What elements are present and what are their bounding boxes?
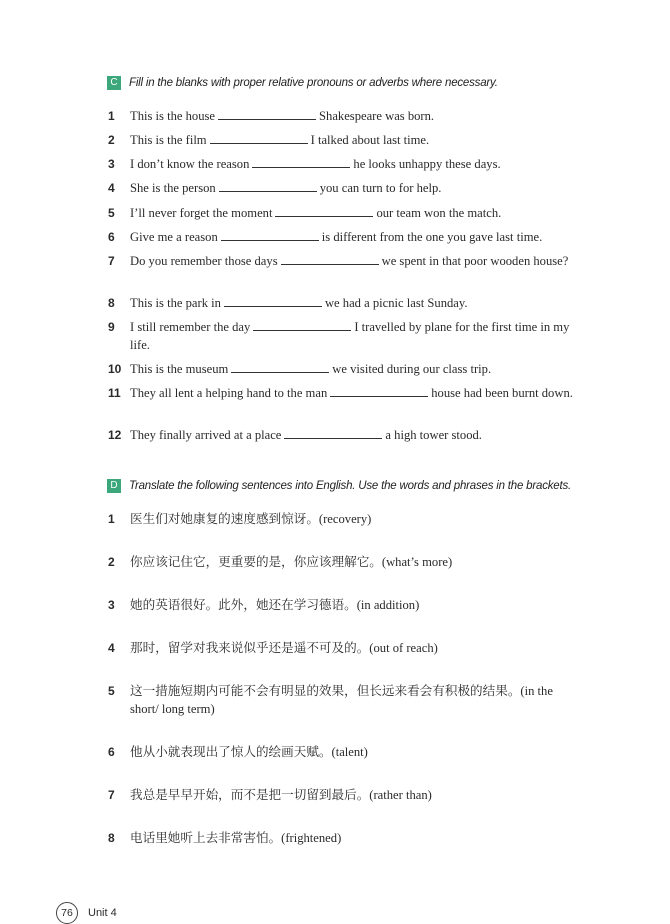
translation-item xyxy=(108,553,578,571)
exercise-item xyxy=(108,179,578,197)
section-d-badge: D xyxy=(107,479,121,493)
item-text xyxy=(130,179,578,197)
text-after: I talked about last time. xyxy=(310,133,430,147)
section-c-badge: C xyxy=(107,76,121,90)
text-before: Give me a reason xyxy=(130,230,218,244)
item-number: 1 xyxy=(108,512,115,526)
text-before: Do you remember those days xyxy=(130,254,278,268)
item-number: 5 xyxy=(108,206,115,220)
text-after: I travelled by plane for the first time in my life. xyxy=(130,320,570,352)
answer-blank[interactable] xyxy=(253,319,351,331)
page-number: 76 xyxy=(56,902,78,924)
answer-blank[interactable] xyxy=(221,229,319,241)
item-text xyxy=(130,426,578,444)
translation-item xyxy=(108,829,578,847)
text-after: a high tower stood. xyxy=(385,428,482,442)
text-before: She is the person xyxy=(130,181,216,195)
item-text: 他从小就表现出了惊人的绘画天赋。(talent) xyxy=(130,745,368,759)
text-before: I’ll never forget the moment xyxy=(130,206,273,220)
item-number: 8 xyxy=(108,831,115,845)
section-d-header xyxy=(107,479,571,493)
item-number: 12 xyxy=(108,428,122,442)
item-text: 那时，留学对我来说似乎还是遥不可及的。(out of reach) xyxy=(130,641,438,655)
answer-blank[interactable] xyxy=(219,180,317,192)
answer-blank[interactable] xyxy=(210,132,308,144)
item-number: 7 xyxy=(108,788,115,802)
item-text: 她的英语很好。此外，她还在学习德语。(in addition) xyxy=(130,598,420,612)
item-number: 10 xyxy=(108,362,122,376)
item-number: 4 xyxy=(108,641,115,655)
item-text xyxy=(130,131,578,149)
item-number: 2 xyxy=(108,133,115,147)
text-after: we spent in that poor wooden house? xyxy=(381,254,569,268)
item-text xyxy=(130,155,578,173)
text-before: This is the museum xyxy=(130,362,229,376)
item-text: 医生们对她康复的速度感到惊讶。(recovery) xyxy=(130,512,372,526)
translation-item xyxy=(108,639,578,657)
item-text xyxy=(130,204,578,222)
item-number: 2 xyxy=(108,555,115,569)
text-after: Shakespeare was born. xyxy=(319,109,435,123)
answer-blank[interactable] xyxy=(252,156,350,168)
item-text: 这一措施短期内可能不会有明显的效果，但长远来看会有积极的结果。(in the short/ long term) xyxy=(130,684,553,716)
translation-item xyxy=(108,510,578,528)
item-text xyxy=(130,318,578,354)
item-number: 8 xyxy=(108,296,115,310)
item-number: 7 xyxy=(108,254,115,268)
text-before: I don’t know the reason xyxy=(130,157,250,171)
item-text xyxy=(130,294,578,312)
answer-blank[interactable] xyxy=(284,427,382,439)
answer-blank[interactable] xyxy=(218,108,316,120)
section-c-header xyxy=(107,76,498,90)
answer-blank[interactable] xyxy=(224,295,322,307)
exercise-item xyxy=(108,384,578,402)
translation-item xyxy=(108,596,578,614)
item-number: 5 xyxy=(108,684,115,698)
exercise-item xyxy=(108,155,578,173)
item-number: 9 xyxy=(108,320,115,334)
translation-item xyxy=(108,682,578,718)
exercise-item xyxy=(108,131,578,149)
exercise-item xyxy=(108,318,578,354)
text-before: This is the park in xyxy=(130,296,221,310)
item-number: 6 xyxy=(108,745,115,759)
text-after: we visited during our class trip. xyxy=(332,362,492,376)
item-number: 11 xyxy=(108,386,121,400)
exercise-item xyxy=(108,360,578,378)
exercise-item xyxy=(108,252,578,270)
item-text xyxy=(130,228,578,246)
text-after: we had a picnic last Sunday. xyxy=(324,296,468,310)
text-after: our team won the match. xyxy=(376,206,502,220)
answer-blank[interactable] xyxy=(275,205,373,217)
exercise-item xyxy=(108,294,578,312)
answer-blank[interactable] xyxy=(330,385,428,397)
translation-item xyxy=(108,786,578,804)
exercise-item xyxy=(108,204,578,222)
text-before: They finally arrived at a place xyxy=(130,428,282,442)
text-after: is different from the one you gave last time. xyxy=(321,230,543,244)
text-before: They all lent a helping hand to the man xyxy=(130,386,328,400)
text-before: I still remember the day xyxy=(130,320,251,334)
text-after: he looks unhappy these days. xyxy=(353,157,501,171)
item-text xyxy=(130,360,578,378)
item-number: 3 xyxy=(108,157,115,171)
section-d-instruction: Translate the following sentences into English. Use the words and phrases in the brackets. xyxy=(129,480,572,492)
item-number: 4 xyxy=(108,181,115,195)
item-text: 我总是早早开始，而不是把一切留到最后。(rather than) xyxy=(130,788,432,802)
translation-item xyxy=(108,743,578,761)
answer-blank[interactable] xyxy=(281,253,379,265)
unit-label: Unit 4 xyxy=(88,907,117,919)
item-text xyxy=(130,384,578,402)
item-number: 3 xyxy=(108,598,115,612)
text-before: This is the film xyxy=(130,133,207,147)
answer-blank[interactable] xyxy=(231,361,329,373)
section-c-instruction: Fill in the blanks with proper relative pronouns or adverbs where necessary. xyxy=(129,77,498,89)
exercise-item xyxy=(108,426,578,444)
text-after: you can turn to for help. xyxy=(319,181,442,195)
item-text xyxy=(130,107,578,125)
item-text: 你应该记住它，更重要的是，你应该理解它。(what’s more) xyxy=(130,555,453,569)
text-before: This is the house xyxy=(130,109,216,123)
page-footer xyxy=(56,902,117,924)
exercise-item xyxy=(108,228,578,246)
exercise-item xyxy=(108,107,578,125)
item-text: 电话里她听上去非常害怕。(frightened) xyxy=(130,831,342,845)
item-number: 1 xyxy=(108,109,115,123)
text-after: house had been burnt down. xyxy=(431,386,573,400)
item-number: 6 xyxy=(108,230,115,244)
item-text xyxy=(130,252,578,270)
